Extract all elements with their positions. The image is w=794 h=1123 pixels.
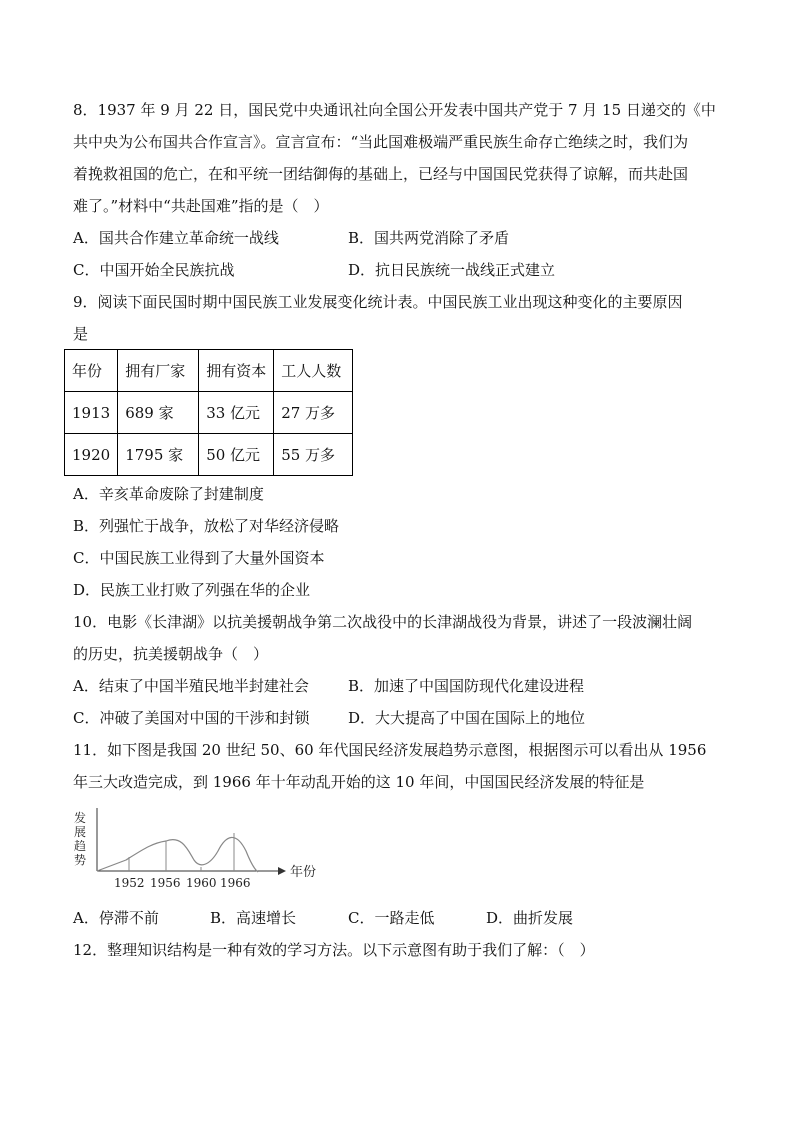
x-tick-label: 1956: [150, 876, 181, 890]
x-tick-label: 1966: [220, 876, 251, 890]
y-axis-label-char: 发: [74, 811, 87, 825]
q9-option-c[interactable]: C．中国民族工业得到了大量外国资本: [73, 549, 325, 567]
x-tick-label: 1960: [186, 876, 217, 890]
table-cell: 1920: [65, 434, 118, 476]
table-row: [65, 392, 353, 434]
x-axis-label: 年份: [290, 865, 317, 880]
q11-option-a[interactable]: A．停滞不前: [73, 909, 159, 927]
table-header-row: [65, 350, 353, 392]
table-cell: 50 亿元: [199, 434, 274, 476]
q8-line-4: 难了。”材料中“共赴国难”指的是（ ）: [73, 197, 329, 215]
economy-trend-diagram: [70, 805, 330, 895]
x-tick-label: 1952: [114, 876, 145, 890]
table-header-cell: 拥有厂家: [118, 350, 199, 392]
q11-line-1: 11．如下图是我国 20 世纪 50、60 年代国民经济发展趋势示意图，根据图示可以看出从 1956: [73, 741, 707, 759]
q11-option-c[interactable]: C．一路走低: [348, 909, 435, 927]
table-cell: 55 万多: [274, 434, 353, 476]
q10-option-a[interactable]: A．结束了中国半殖民地半封建社会: [73, 677, 309, 695]
q11-option-b[interactable]: B．高速增长: [210, 909, 297, 927]
q10-option-d[interactable]: D．大大提高了中国在国际上的地位: [348, 709, 586, 727]
q8-option-c[interactable]: C．中国开始全民族抗战: [73, 261, 235, 279]
q10-line-2: 的历史，抗美援朝战争（ ）: [73, 645, 269, 663]
q8-option-d[interactable]: D．抗日民族统一战线正式建立: [348, 261, 556, 279]
q8-option-b[interactable]: B．国共两党消除了矛盾: [348, 229, 510, 247]
q8-line-2: 共中央为公布国共合作宣言》。宣言宣布：“当此国难极端严重民族生命存亡绝续之时，我们为: [73, 133, 689, 151]
industry-stats-table: [64, 349, 353, 476]
q8-line-1: 8．1937 年 9 月 22 日，国民党中央通讯社向全国公开发表中国共产党于 7 月 15 日递交的《中: [73, 101, 716, 119]
y-axis-label-char: 展: [74, 825, 87, 839]
y-axis-label-char: 势: [74, 853, 87, 867]
table-cell: 33 亿元: [199, 392, 274, 434]
table-cell: 1795 家: [118, 434, 199, 476]
q10-option-b[interactable]: B．加速了中国国防现代化建设进程: [348, 677, 585, 695]
y-axis-label-char: 趋: [74, 839, 87, 853]
table-header-cell: 工人人数: [274, 350, 353, 392]
q11-line-2: 年三大改造完成，到 1966 年十年动乱开始的这 10 年间，中国国民经济发展的特征是: [73, 773, 645, 791]
table-cell: 27 万多: [274, 392, 353, 434]
x-axis-arrow-icon: [278, 867, 286, 875]
q10-line-1: 10．电影《长津湖》以抗美援朝战争第二次战役中的长津湖战役为背景，讲述了一段波澜壮阔: [73, 613, 693, 631]
q9-line-2: 是: [73, 325, 89, 343]
table-cell: 1913: [65, 392, 118, 434]
table-header-cell: 拥有资本: [199, 350, 274, 392]
q8-option-a[interactable]: A．国共合作建立革命统一战线: [73, 229, 279, 247]
table-header-cell: 年份: [65, 350, 118, 392]
q8-line-3: 着挽救祖国的危亡，在和平统一团结御侮的基础上，已经与中国国民党获得了谅解，而共赴国: [73, 165, 689, 183]
q11-option-d[interactable]: D．曲折发展: [486, 909, 574, 927]
q10-option-c[interactable]: C．冲破了美国对中国的干涉和封锁: [73, 709, 310, 727]
q9-option-b[interactable]: B．列强忙于战争，放松了对华经济侵略: [73, 517, 340, 535]
q9-option-d[interactable]: D．民族工业打败了列强在华的企业: [73, 581, 311, 599]
q12-line-1: 12．整理知识结构是一种有效的学习方法。以下示意图有助于我们了解：（ ）: [73, 941, 595, 959]
q9-line-1: 9．阅读下面民国时期中国民族工业发展变化统计表。中国民族工业出现这种变化的主要原因: [73, 293, 683, 311]
table-row: [65, 434, 353, 476]
q9-option-a[interactable]: A．辛亥革命废除了封建制度: [73, 485, 264, 503]
table-cell: 689 家: [118, 392, 199, 434]
